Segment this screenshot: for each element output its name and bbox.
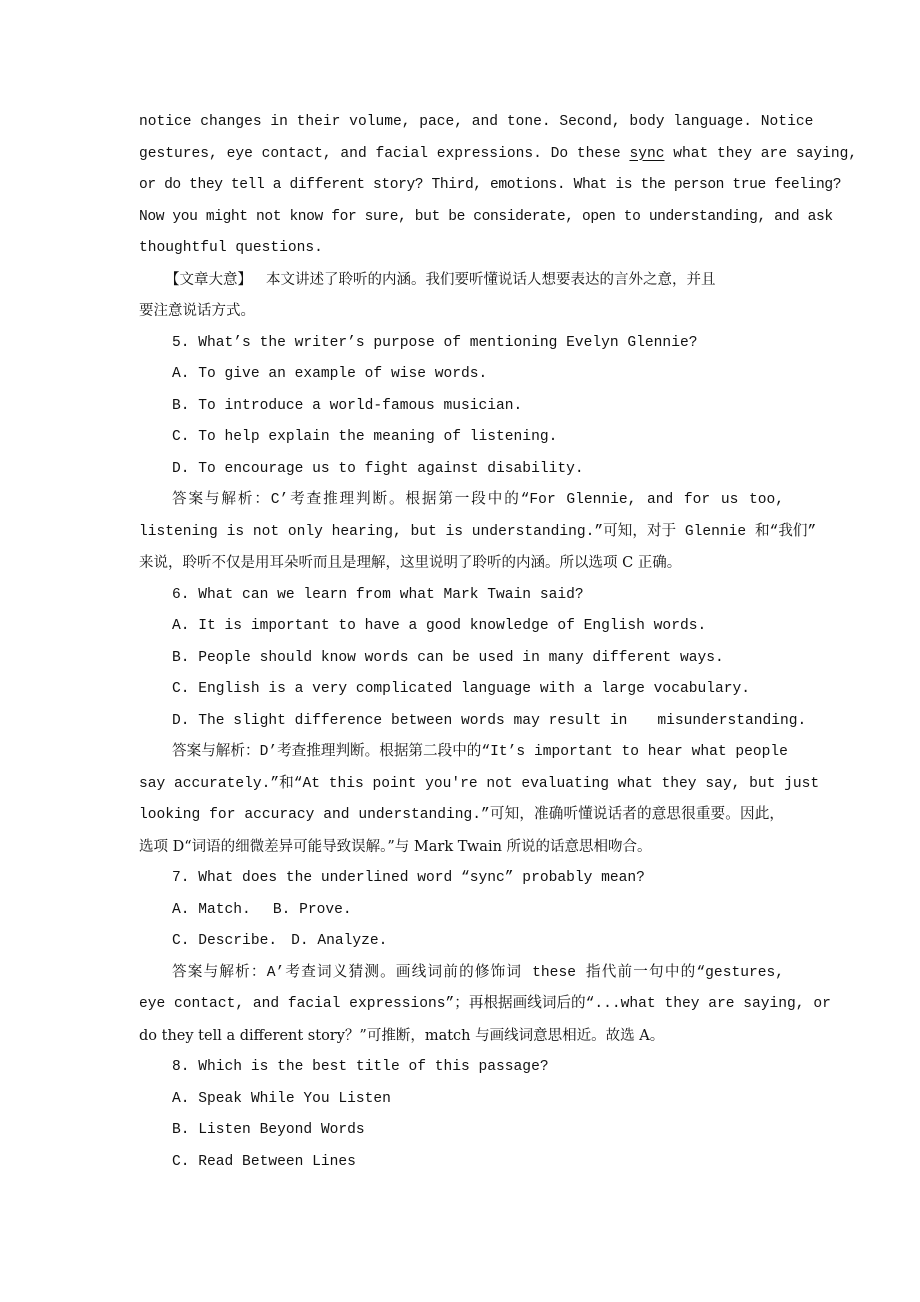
question-option — [139, 706, 807, 738]
answer-line: 选项 D“词语的细微差异可能导致误解。”与 Mark Twain 所说的话意思相吻合。 — [139, 838, 652, 855]
question-option: B. People should know words can be used in many different ways. — [172, 649, 724, 666]
passage-line — [139, 139, 858, 171]
passage-line: notice changes in their volume, pace, and tone. Second, body language. Notice — [139, 114, 814, 130]
question-options-row — [139, 926, 784, 958]
summary-line: 要注意说话方式。 — [139, 303, 255, 319]
passage-line: thoughtful questions. — [139, 240, 323, 256]
question-option: B. To introduce a world-famous musician. — [172, 397, 523, 414]
answer-line: looking for accuracy and understanding.”可知，准确听懂说话者的意思很重要。因此， — [139, 807, 784, 823]
option-text: D. The slight difference between words may result in — [172, 712, 628, 729]
question-option: C. Describe. — [172, 933, 278, 949]
question-stem: 6. What can we learn from what Mark Twain said? — [172, 586, 584, 603]
question-option: D. To encourage us to fight against disability. — [172, 460, 584, 477]
question-stem: 8. Which is the best title of this passage? — [172, 1059, 549, 1075]
question-option: A. To give an example of wise words. — [172, 366, 488, 382]
passage-line: Now you might not know for sure, but be considerate, open to understanding, and ask — [139, 208, 833, 225]
passage-text: what they are saying, — [664, 145, 858, 162]
answer-line: 答案与解析：D’考查推理判断。根据第二段中的“It’s important to hear what people — [172, 744, 788, 760]
underlined-word: sync — [629, 145, 665, 162]
summary-text: 本文讲述了聆听的内涵。我们要听懂说话人想要表达的言外之意，并且 — [266, 271, 716, 288]
question-option: A. It is important to have a good knowledge of English words. — [172, 618, 707, 634]
question-option: B. Prove. — [272, 901, 352, 918]
summary-label: 【文章大意】 — [165, 271, 252, 288]
answer-line: 来说，聆听不仅是用耳朵听而且是理解，这里说明了聆听的内涵。所以选项 C 正确。 — [139, 555, 682, 571]
answer-line: listening is not only hearing, but is understanding.”可知，对于 Glennie 和“我们” — [139, 523, 817, 540]
question-option: C. English is a very complicated language with a large vocabulary. — [172, 681, 751, 697]
question-option: A. Match. — [172, 901, 251, 918]
answer-line: eye contact, and facial expressions”；再根据画线词后的“...what they are saying, or — [139, 996, 831, 1012]
question-options-row — [139, 895, 784, 927]
question-option: B. Listen Beyond Words — [172, 1122, 365, 1138]
question-option: D. Analyze. — [291, 933, 388, 949]
question-option: A. Speak While You Listen — [172, 1090, 391, 1107]
document-page — [139, 107, 858, 1178]
option-text: misunderstanding. — [657, 712, 807, 729]
answer-line: 答案与解析：C’考查推理判断。根据第一段中的“For Glennie, and for us too, — [172, 492, 784, 508]
answer-line: say accurately.”和“At this point you're not evaluating what they say, but just — [139, 775, 820, 792]
passage-line: or do they tell a different story? Third, emotions. What is the person true feeling? — [139, 177, 842, 193]
question-option: C. To help explain the meaning of listening. — [172, 429, 558, 445]
question-stem: 7. What does the underlined word “sync” probably mean? — [172, 870, 645, 886]
passage-text: gestures, eye contact, and facial expressions. Do these — [139, 145, 630, 162]
question-stem: 5. What’s the writer’s purpose of mentioning Evelyn Glennie? — [172, 334, 698, 351]
question-option: C. Read Between Lines — [172, 1153, 356, 1170]
answer-line: do they tell a different story？”可推断，match 与画线词意思相近。故选 A。 — [139, 1027, 665, 1044]
answer-line: 答案与解析：A’考查词义猜测。画线词前的修饰词 these 指代前一句中的“gestures, — [172, 964, 784, 981]
summary-line — [139, 265, 784, 297]
